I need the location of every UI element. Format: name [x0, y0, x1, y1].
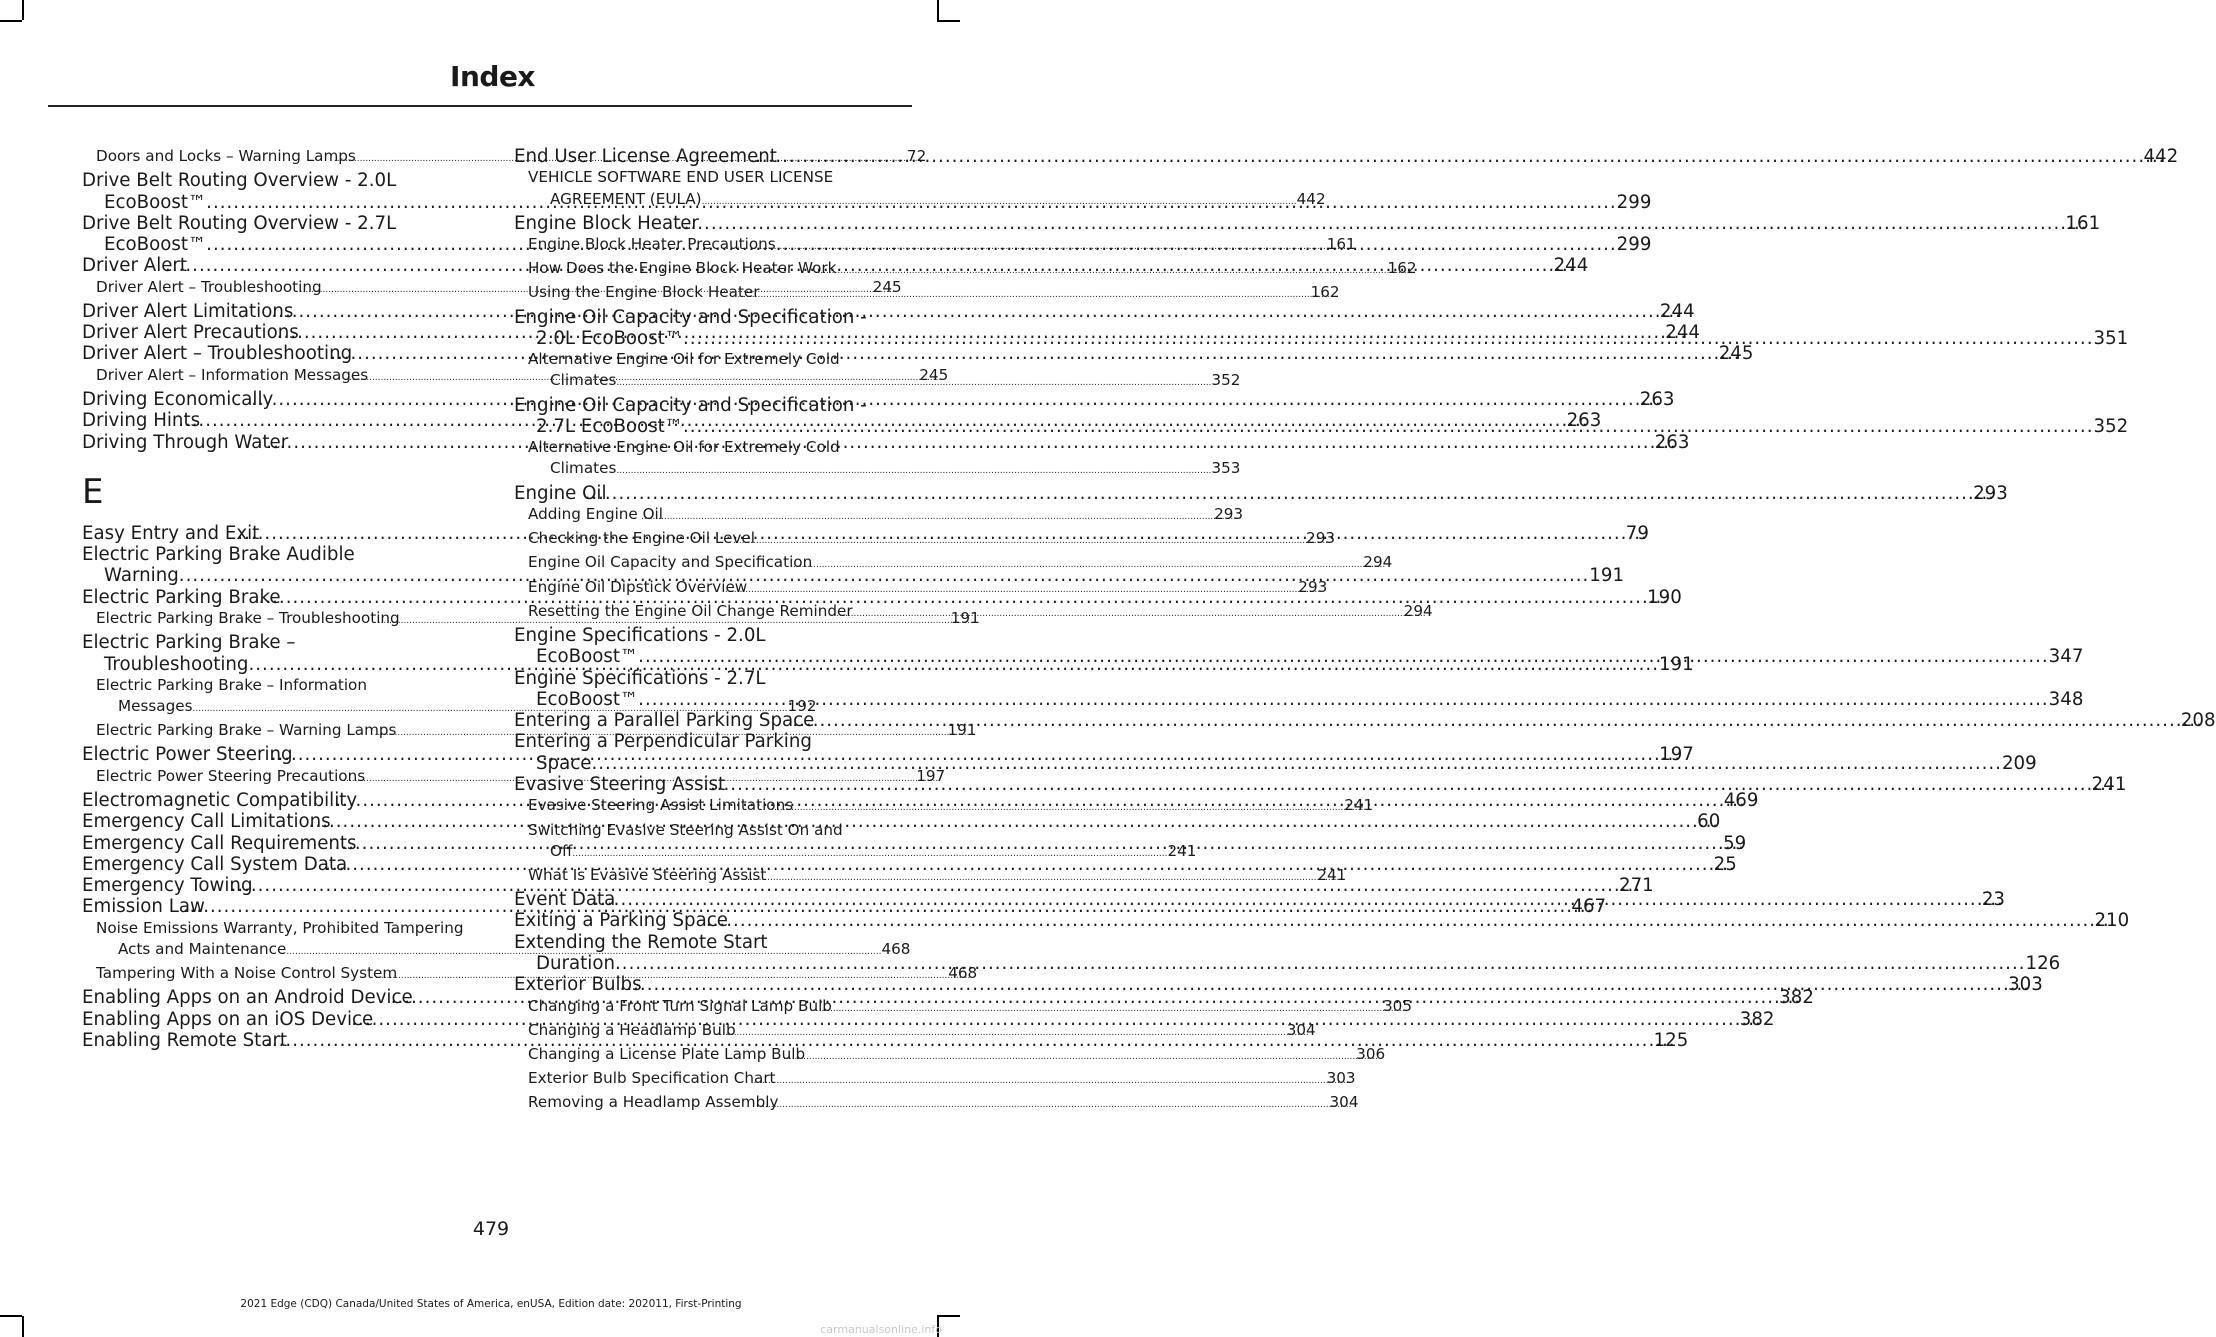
index-subentry[interactable]: Doors and Locks – Warning Lamps ..... 72	[82, 146, 473, 170]
entry-page-number[interactable]: 352	[2093, 415, 2129, 437]
entry-page-number[interactable]: 303	[2008, 974, 2043, 996]
dot-leader	[812, 552, 1385, 576]
entry-title-continued: Climates	[550, 371, 617, 390]
entry-title: Driver Alert Limitations	[82, 300, 294, 322]
index-subentry[interactable]	[514, 528, 1336, 552]
entry-page-number[interactable]: 352	[1211, 371, 1241, 390]
index-subentry[interactable]	[514, 282, 1340, 306]
entry-title: Engine Oil Capacity and Specification	[528, 553, 813, 572]
entry-page-number[interactable]: 245	[919, 365, 949, 384]
entry-title: Exterior Bulb Specification Chart	[528, 1069, 776, 1088]
entry-page-number[interactable]: 353	[1211, 459, 1241, 478]
index-subentry[interactable]	[514, 795, 1374, 819]
dot-leader	[642, 974, 2031, 995]
entry-page-number[interactable]: 241	[1167, 841, 1197, 860]
crop-mark-bottom-right-h	[937, 1315, 960, 1317]
entry-page-number[interactable]: 162	[1387, 259, 1417, 278]
dot-leader	[766, 865, 1339, 889]
entry-title: Engine Specifications - 2.0L	[514, 624, 766, 646]
entry-title: Alternative Engine Oil for Extremely Cold	[528, 350, 840, 369]
page-number: 479	[472, 1218, 510, 1240]
entry-page-number[interactable]: 23	[1981, 889, 2005, 911]
entry-title: Emission Law	[82, 896, 205, 918]
index-subentry[interactable]	[514, 1068, 1356, 1092]
entry-title: Doors and Locks – Warning Lamps	[96, 147, 356, 165]
entry-page-number[interactable]: 306	[1356, 1045, 1386, 1063]
entry-page-number[interactable]: 161	[1326, 235, 1356, 253]
entry-title: Engine Oil Capacity and Specification -	[514, 394, 867, 416]
entry-page-number[interactable]: 161	[2065, 212, 2101, 234]
dot-leader	[760, 282, 1333, 306]
entry-title-continued: Climates	[550, 459, 617, 478]
entry-title: Engine Oil Capacity and Specification -	[514, 306, 867, 328]
entry-title-continued: Off	[550, 841, 573, 860]
index-entry[interactable]	[514, 910, 2130, 932]
entry-page-number[interactable]: 208	[2180, 710, 2216, 732]
entry-title-continued: EcoBoost™	[536, 688, 639, 710]
entry-title: Checking the Engine Oil Level	[528, 529, 755, 548]
entry-page-number[interactable]: 293	[1306, 529, 1336, 548]
entry-page-number[interactable]: 25	[1713, 853, 1737, 875]
dot-leader	[663, 504, 1236, 528]
entry-title-continued: EcoBoost™	[104, 234, 207, 256]
entry-page-number[interactable]: 245	[872, 277, 902, 296]
entry-page-number[interactable]: 382	[1779, 987, 1814, 1009]
entry-page-number[interactable]: 304	[1286, 1020, 1316, 1039]
dot-leader	[699, 213, 2088, 234]
entry-page-number[interactable]: 271	[1619, 875, 1654, 897]
entry-title: Tampering With a Noise Control System	[96, 964, 398, 983]
dot-leader	[736, 1020, 1309, 1044]
entry-title: Adding Engine Oil	[528, 504, 663, 523]
entry-page-number[interactable]: 244	[1553, 255, 1589, 277]
entry-title: End User License Agreement	[514, 146, 777, 167]
entry-title: Driving Hints	[82, 410, 201, 432]
page-title: Index	[450, 60, 535, 93]
dot-leader	[591, 753, 2002, 774]
entry-page-number[interactable]: 79	[1625, 522, 1649, 544]
entry-page-number[interactable]: 210	[2094, 910, 2130, 932]
entry-page-number[interactable]: 125	[1653, 1029, 1689, 1051]
dot-leader	[725, 774, 2114, 795]
index-subentry[interactable]	[514, 167, 1326, 212]
index-subentry[interactable]	[514, 865, 1347, 889]
entry-title-continued: AGREEMENT (EULA)	[550, 189, 702, 208]
entry-title: Enabling Remote Start	[82, 1029, 288, 1051]
entry-page-number[interactable]: 191	[947, 721, 977, 740]
entry-page-number[interactable]: 303	[1326, 1069, 1356, 1088]
entry-title: VEHICLE SOFTWARE END USER LICENSE	[528, 168, 834, 187]
entry-title: Engine Block Heater Precautions	[528, 235, 776, 253]
entry-page-number[interactable]: 348	[2048, 688, 2084, 710]
entry-page-number[interactable]: 263	[1654, 431, 1690, 453]
dot-leader	[805, 1044, 1378, 1068]
watermark: carmanualsonline.info	[820, 1323, 942, 1336]
dot-leader	[638, 646, 2049, 667]
entry-title: Driver Alert – Information Messages	[96, 365, 369, 384]
entry-page-number[interactable]: 241	[1317, 865, 1347, 884]
entry-page-number[interactable]: 294	[1363, 553, 1393, 572]
dot-leader	[836, 258, 1409, 282]
entry-title: How Does the Engine Block Heater Work	[528, 259, 837, 278]
entry-page-number[interactable]: 305	[1383, 996, 1412, 1015]
header-rule	[48, 105, 912, 107]
index-subentry[interactable]	[514, 820, 1197, 865]
dot-leader	[777, 146, 2166, 167]
entry-page-number[interactable]: 299	[1616, 234, 1652, 256]
entry-title: Electric Parking Brake Audible	[82, 544, 355, 566]
dot-leader	[832, 996, 1405, 1020]
entry-title: Changing a Headlamp Bulb	[528, 1020, 736, 1039]
index-subentry[interactable]	[514, 1044, 1386, 1068]
entry-title: Emergency Call Limitations	[82, 811, 331, 833]
dot-leader	[755, 528, 1328, 552]
entry-title: Driver Alert – Troubleshooting	[82, 343, 353, 365]
entry-page-number[interactable]: 162	[1310, 283, 1340, 302]
entry-page-number[interactable]: 468	[881, 939, 911, 958]
entry-title: Noise Emissions Warranty, Prohibited Tampering	[96, 918, 464, 937]
index-entry[interactable]	[514, 482, 2008, 504]
entry-page-number[interactable]: 241	[1344, 796, 1374, 815]
index-subentry[interactable]	[514, 577, 1328, 601]
index-subentry[interactable]	[514, 1020, 1316, 1044]
entry-page-number[interactable]: 60	[1697, 811, 1721, 833]
entry-title: Drive Belt Routing Overview - 2.0L	[82, 170, 397, 192]
entry-title-continued: EcoBoost™	[536, 646, 639, 668]
entry-title: Exiting a Parking Space	[514, 910, 728, 932]
entry-title: Switching Evasive Steering Assist On and	[528, 820, 843, 839]
entry-page-number[interactable]: 263	[1566, 410, 1602, 432]
entry-title: Drive Belt Routing Overview - 2.7L	[82, 212, 397, 234]
entry-title: Driving Economically	[82, 388, 274, 410]
entry-title-continued: EcoBoost™	[104, 191, 207, 213]
entry-title: Electric Parking Brake – Information	[96, 675, 367, 694]
entry-title: Driver Alert – Troubleshooting	[96, 277, 322, 296]
dot-leader	[683, 416, 2094, 437]
crop-mark-top-right	[937, 0, 939, 20]
index-subentry[interactable]	[514, 234, 1356, 258]
dot-leader	[616, 458, 1211, 482]
entry-page-number[interactable]: 293	[1298, 577, 1328, 596]
crop-mark-bottom-left-h	[0, 1315, 22, 1317]
dot-leader	[728, 910, 2117, 931]
dot-leader	[683, 328, 2094, 349]
entry-title: Alternative Engine Oil for Extremely Cold	[528, 438, 840, 457]
entry-page-number[interactable]: 442	[1296, 189, 1326, 208]
entry-page-number[interactable]: 382	[1739, 1008, 1775, 1030]
entry-title: Driving Through Water	[82, 431, 289, 453]
entry-title: Extending the Remote Start	[514, 931, 768, 953]
entry-title: Easy Entry and Exit	[82, 522, 260, 544]
entry-page-number[interactable]: 351	[2093, 327, 2129, 349]
entry-title: Changing a Front Turn Signal Lamp Bulb	[528, 996, 832, 1015]
entry-title-continued: 2.0L EcoBoost™	[536, 327, 683, 349]
dot-leader	[747, 577, 1320, 601]
entry-title: Emergency Towing	[82, 875, 253, 897]
index-entry[interactable]	[82, 875, 1654, 897]
index-entry[interactable]	[514, 146, 2179, 167]
entry-page-number[interactable]: 197	[1659, 744, 1694, 766]
dot-leader	[814, 710, 2203, 731]
entry-title: Emergency Call System Data	[82, 853, 348, 875]
dot-leader	[853, 601, 1426, 625]
entry-title: Enabling Apps on an iOS Device	[82, 1008, 374, 1030]
entry-page-number[interactable]: 191	[1589, 565, 1625, 587]
entry-title-continued: Duration	[536, 953, 615, 974]
crop-mark-top-left	[22, 0, 24, 20]
entry-title: Event Data	[514, 889, 616, 911]
entry-page-number[interactable]: 304	[1329, 1093, 1359, 1112]
dot-leader	[702, 189, 1297, 213]
entry-page-number[interactable]: 293	[1214, 504, 1244, 523]
entry-title-continued: Space	[536, 752, 592, 774]
entry-page-number[interactable]: 190	[1647, 586, 1682, 608]
dot-leader	[615, 953, 2026, 974]
entry-title: Electric Parking Brake – Troubleshooting	[96, 609, 400, 628]
entry-title: Evasive Steering Assist	[514, 774, 726, 795]
entry-title: Electric Parking Brake – Warning Lamps	[96, 721, 397, 740]
entry-page-number[interactable]: 467	[1571, 896, 1607, 918]
entry-page-number[interactable]: 245	[1718, 343, 1754, 365]
dot-leader	[615, 889, 2004, 910]
entry-title: Driver Alert Precautions	[82, 322, 299, 344]
entry-page-number[interactable]: 59	[1723, 832, 1747, 854]
entry-title: Electromagnetic Compatibility	[82, 789, 358, 811]
entry-page-number[interactable]: 468	[948, 964, 978, 983]
entry-title: Driver Alert	[82, 255, 188, 277]
dot-leader	[616, 370, 1211, 394]
entry-title: Engine Oil Dipstick Overview	[528, 577, 748, 596]
entry-title: Entering a Perpendicular Parking	[514, 731, 812, 753]
entry-page-number[interactable]: 263	[1639, 388, 1675, 410]
entry-page-number[interactable]: 442	[2143, 146, 2179, 167]
entry-page-number[interactable]: 299	[1616, 191, 1652, 213]
entry-title: Enabling Apps on an Android Device	[82, 987, 413, 1009]
dot-leader	[572, 841, 1167, 865]
entry-title: What Is Evasive Steering Assist	[528, 865, 767, 884]
index-subentry[interactable]	[514, 552, 1393, 576]
index-entry[interactable]	[514, 974, 2043, 996]
entry-page-number[interactable]: 469	[1723, 789, 1759, 811]
entry-title-continued: Troubleshooting	[104, 653, 249, 675]
entry-title: Electric Parking Brake –	[82, 632, 296, 654]
entry-page-number[interactable]: 191	[1658, 653, 1694, 675]
entry-title: Electric Parking Brake	[82, 586, 281, 608]
dot-leader	[638, 689, 2049, 710]
index-subentry[interactable]	[514, 437, 1241, 482]
entry-title: Electric Power Steering	[82, 744, 293, 766]
entry-title-continued: 2.7L EcoBoost™	[536, 415, 683, 437]
entry-title-continued: Messages	[118, 697, 193, 716]
dot-leader	[607, 483, 1996, 504]
entry-page-number[interactable]: 126	[2025, 953, 2061, 974]
dot-leader	[776, 1068, 1349, 1092]
entry-title: Evasive Steering Assist Limitations	[528, 796, 794, 815]
entry-title: Engine Oil	[514, 482, 607, 504]
entry-page-number[interactable]: 347	[2048, 646, 2084, 668]
index-entry[interactable]	[514, 667, 2084, 711]
entry-title: Engine Specifications - 2.7L	[514, 667, 766, 689]
edition-footer: 2021 Edge (CDQ) Canada/United States of America, enUSA, Edition date: 202011, First-Printing	[240, 1298, 742, 1310]
entry-page-number[interactable]: 191	[950, 609, 980, 628]
entry-title: Resetting the Engine Oil Change Reminder	[528, 601, 853, 620]
entry-page-number[interactable]: 293	[1973, 482, 2008, 504]
entry-page-number[interactable]: 244	[1659, 300, 1695, 322]
index-subentry[interactable]	[514, 504, 1244, 528]
entry-title-continued: Warning	[104, 565, 179, 587]
entry-title: Engine Block Heater	[514, 212, 699, 234]
entry-page-number[interactable]: 294	[1403, 601, 1433, 620]
entry-title: Entering a Parallel Parking Space	[514, 710, 815, 732]
dot-leader	[778, 1092, 1351, 1116]
entry-title: Exterior Bulbs	[514, 974, 642, 996]
entry-title: Electric Power Steering Precautions	[96, 766, 366, 785]
entry-title: Changing a License Plate Lamp Bulb	[528, 1045, 806, 1063]
dot-leader	[793, 795, 1366, 819]
index-subentry[interactable]	[514, 1092, 1359, 1116]
index-entry[interactable]	[514, 212, 2101, 234]
crop-mark-top-left-h	[0, 20, 22, 22]
entry-title-continued: Acts and Maintenance	[118, 939, 287, 958]
entry-page-number[interactable]: 197	[916, 766, 946, 785]
index-subentry[interactable]	[514, 258, 1417, 282]
index-subentry[interactable]	[514, 996, 1412, 1020]
crop-mark-top-right-h	[937, 20, 960, 22]
entry-page-number[interactable]: 241	[2091, 774, 2127, 795]
entry-page-number[interactable]: 192	[787, 697, 817, 716]
dot-leader	[776, 234, 1349, 258]
entry-page-number[interactable]: 244	[1665, 322, 1700, 344]
entry-title: Emergency Call Requirements	[82, 832, 357, 854]
crop-mark-bottom-left	[22, 1316, 24, 1337]
section-letter: E	[82, 471, 104, 512]
entry-title: Using the Engine Block Heater	[528, 283, 760, 302]
entry-title: Removing a Headlamp Assembly	[528, 1093, 779, 1112]
entry-page-number[interactable]: 209	[2001, 752, 2037, 774]
